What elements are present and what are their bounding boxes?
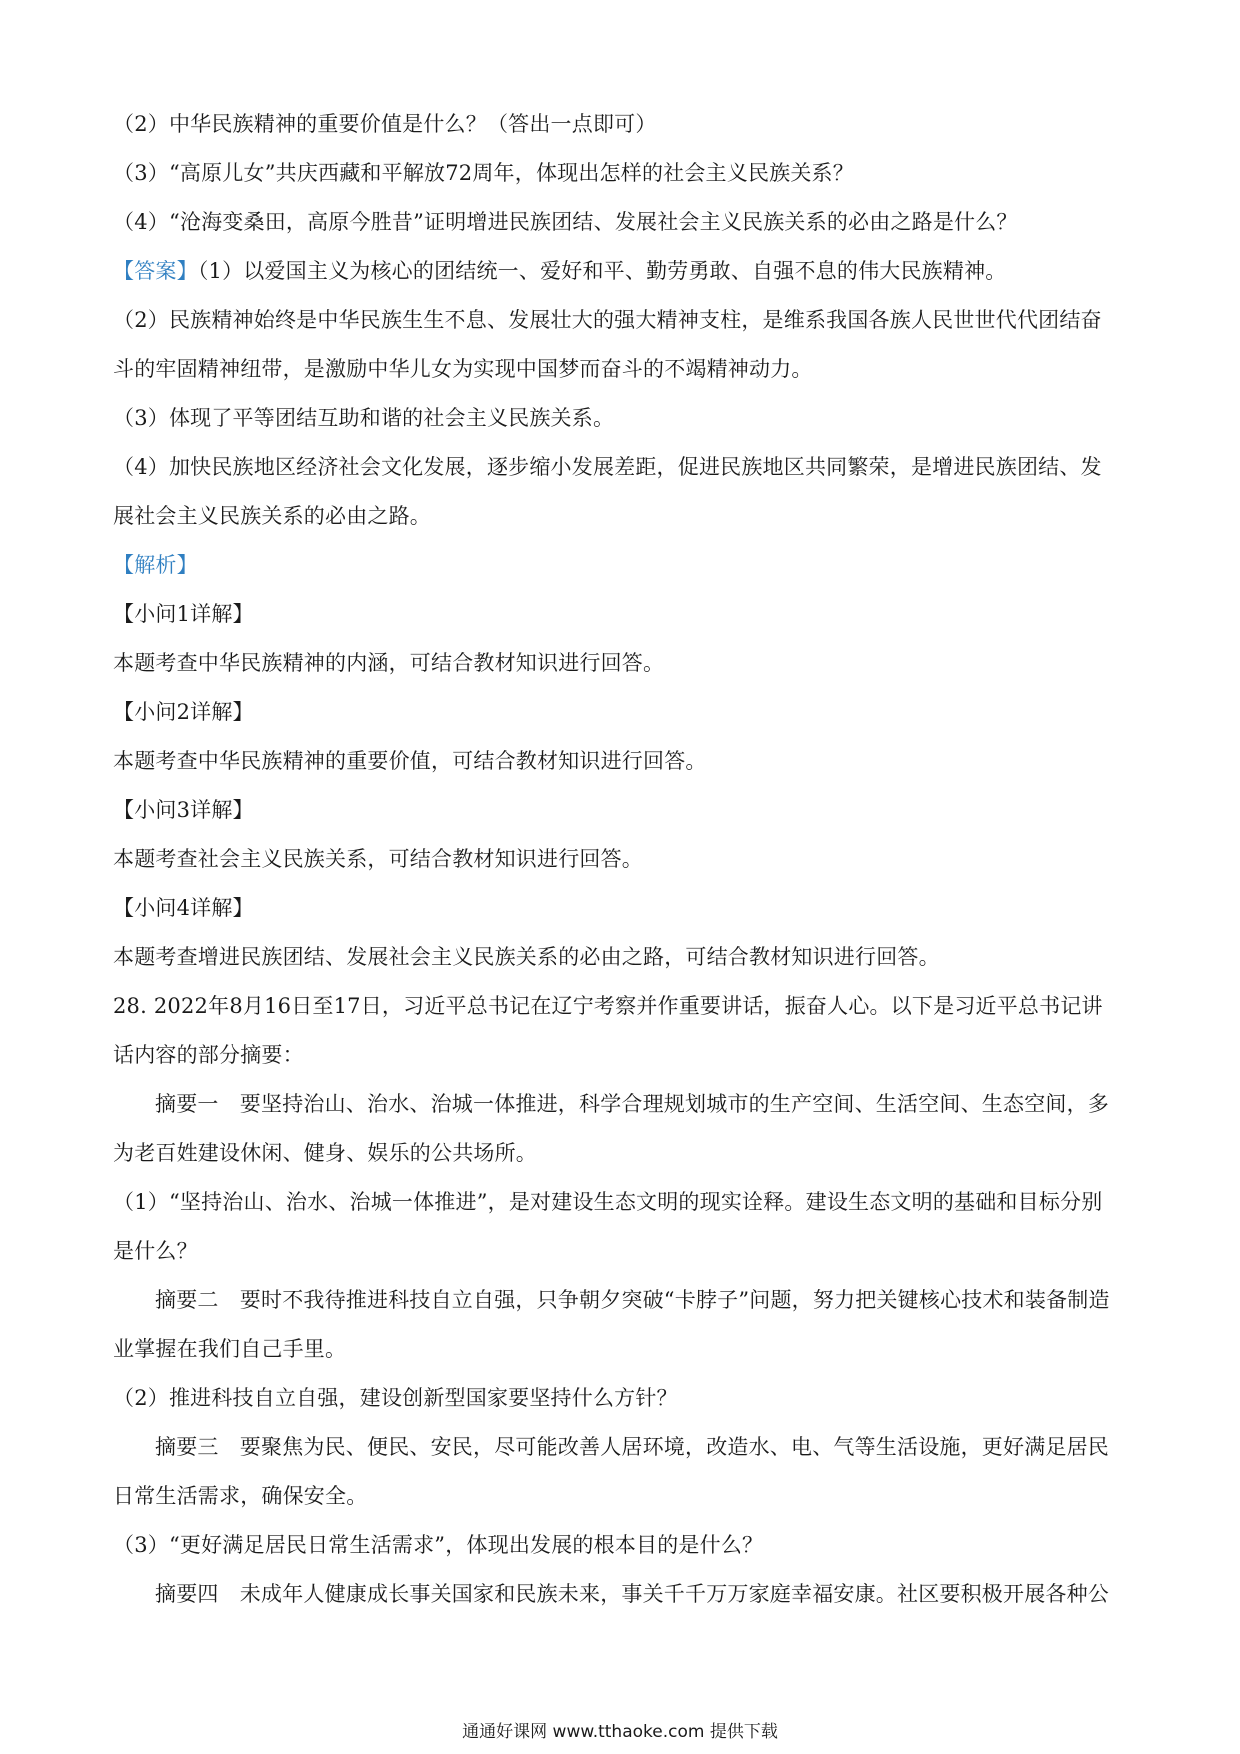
analysis-subq-3-text: 本题考查社会主义民族关系，可结合教材知识进行回答。 [113, 847, 643, 871]
question-3-prev: （3）“高原儿女”共庆西藏和平解放72周年，体现出怎样的社会主义民族关系？ [113, 161, 854, 185]
analysis-subq-1-title: 【小问1详解】 [113, 602, 254, 626]
excerpt-4-line-1: 摘要四 未成年人健康成长事关国家和民族未来，事关千千万万家庭幸福安康。社区要积极开展各种公 [155, 1582, 1109, 1606]
answer-tag: 【答案】 [113, 259, 198, 283]
q28-intro-line-1: 28. 2022年8月16日至17日，习近平总书记在辽宁考察并作重要讲话，振奋人心。以下是习近平总书记讲 [113, 994, 1103, 1018]
excerpt-3-line-1: 摘要三 要聚焦为民、便民、安民，尽可能改善人居环境，改造水、电、气等生活设施，更好满足居民 [155, 1435, 1109, 1459]
question-2-prev: （2）中华民族精神的重要价值是什么？（答出一点即可） [113, 112, 657, 136]
excerpt-1-line-2: 为老百姓建设休闲、健身、娱乐的公共场所。 [113, 1141, 537, 1165]
excerpt-1-line-1: 摘要一 要坚持治山、治水、治城一体推进，科学合理规划城市的生产空间、生活空间、生态空间，多 [155, 1092, 1109, 1116]
excerpt-3-line-2: 日常生活需求，确保安全。 [113, 1484, 368, 1508]
analysis-subq-4-title: 【小问4详解】 [113, 896, 254, 920]
question-4-prev: （4）“沧海变桑田，高原今胜昔”证明增进民族团结、发展社会主义民族关系的必由之路是什么？ [113, 210, 1018, 234]
answer-2-line-2: 斗的牢固精神纽带，是激励中华儿女为实现中国梦而奋斗的不竭精神动力。 [113, 357, 813, 381]
analysis-subq-4-text: 本题考查增进民族团结、发展社会主义民族关系的必由之路，可结合教材知识进行回答。 [113, 945, 940, 969]
page-footer: 通通好课网 www.tthaoke.com 提供下载 [462, 1722, 778, 1742]
answer-4-line-2: 展社会主义民族关系的必由之路。 [113, 504, 431, 528]
excerpt-2-line-1: 摘要二 要时不我待推进科技自立自强，只争朝夕突破“卡脖子”问题，努力把关键核心技术和装备制造 [155, 1288, 1110, 1312]
q28-sub-1-line-1: （1）“坚持治山、治水、治城一体推进”，是对建设生态文明的现实诠释。建设生态文明的基础和目标分别 [113, 1190, 1103, 1214]
answer-1-text: （1）以爱国主义为核心的团结统一、爱好和平、勤劳勇敢、自强不息的伟大民族精神。 [197, 259, 1007, 283]
answer-3: （3）体现了平等团结互助和谐的社会主义民族关系。 [113, 406, 615, 430]
answer-4-line-1: （4）加快民族地区经济社会文化发展，逐步缩小发展差距，促进民族地区共同繁荣，是增进民族团结、发 [113, 455, 1102, 479]
q28-sub-2: （2）推进科技自立自强，建设创新型国家要坚持什么方针？ [113, 1386, 678, 1410]
document-body [113, 100, 1129, 1619]
answer-1 [113, 247, 1129, 296]
excerpt-2-line-2: 业掌握在我们自己手里。 [113, 1337, 347, 1361]
q28-intro-line-2: 话内容的部分摘要： [113, 1043, 304, 1067]
analysis-subq-2-text: 本题考查中华民族精神的重要价值，可结合教材知识进行回答。 [113, 749, 707, 773]
analysis-subq-2-title: 【小问2详解】 [113, 700, 254, 724]
q28-sub-3: （3）“更好满足居民日常生活需求”，体现出发展的根本目的是什么？ [113, 1533, 764, 1557]
q28-sub-1-line-2: 是什么？ [113, 1239, 198, 1263]
analysis-subq-3-title: 【小问3详解】 [113, 798, 254, 822]
analysis-subq-1-text: 本题考查中华民族精神的内涵，可结合教材知识进行回答。 [113, 651, 665, 675]
analysis-tag: 【解析】 [113, 553, 198, 577]
answer-2-line-1: （2）民族精神始终是中华民族生生不息、发展壮大的强大精神支柱，是维系我国各族人民世世代代团结奋 [113, 308, 1102, 332]
